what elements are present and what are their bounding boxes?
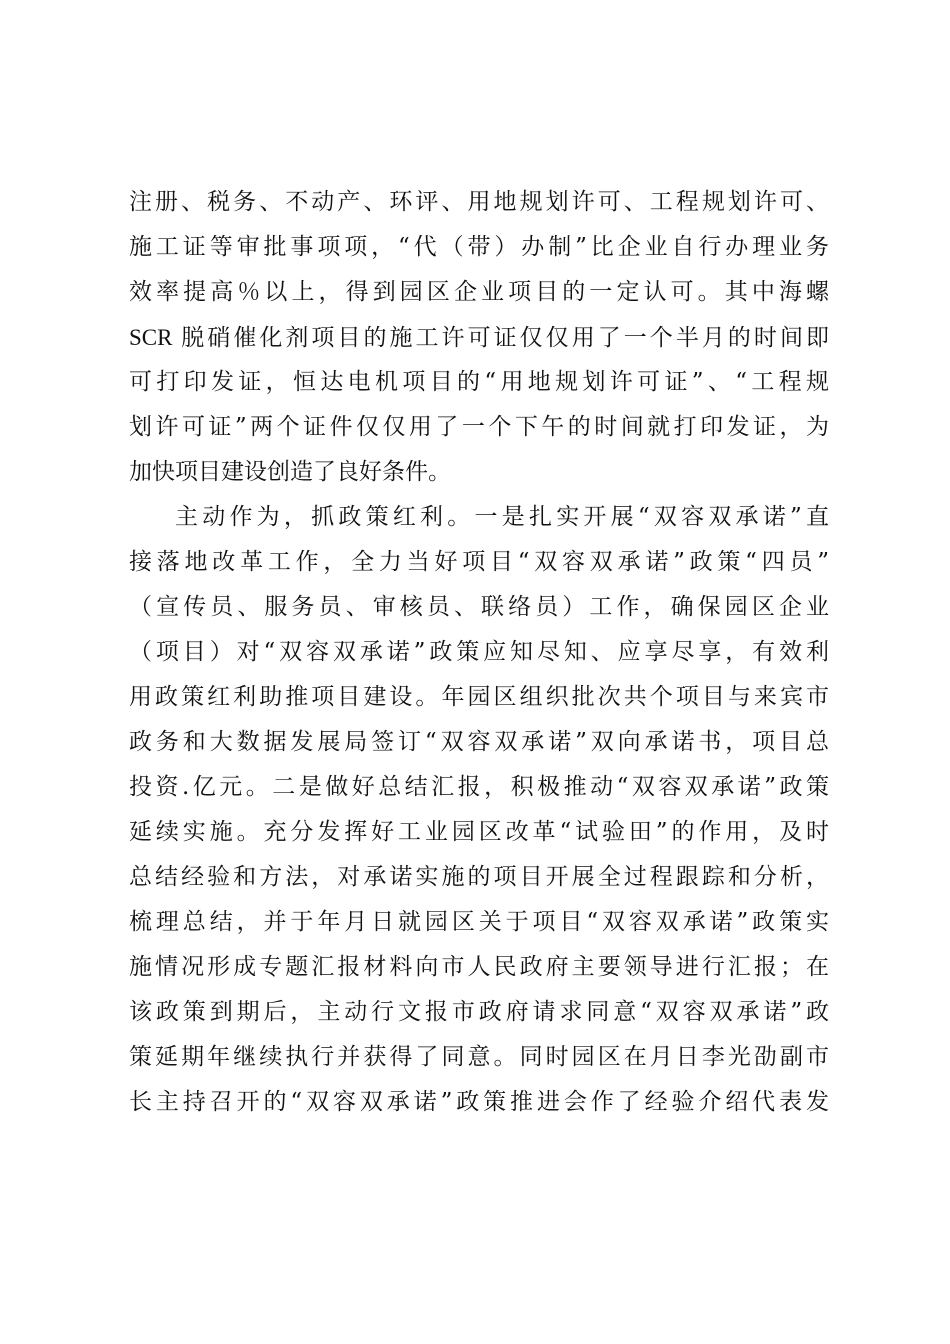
text-line: 政务和大数据发展局签订“双容双承诺”双向承诺书，项目总: [129, 729, 829, 755]
paragraph-approval-services: [129, 180, 829, 495]
text-line: 注册、税务、不动产、环评、用地规划许可、工程规划许可、: [129, 189, 829, 215]
text-line: 用政策红利助推项目建设。年园区组织批次共个项目与来宾市: [129, 684, 829, 710]
text-line: 加快项目建设创造了良好条件。: [129, 459, 451, 485]
text-line: SCR 脱硝催化剂项目的施工许可证仅仅用了一个半月的时间即: [129, 325, 829, 350]
text-line: （项目）对“双容双承诺”政策应知尽知、应享尽享，有效利: [129, 639, 829, 665]
text-line: 施工证等审批事项项，“代（带）办制”比企业自行办理业务: [129, 234, 829, 260]
text-line: 策延期年继续执行并获得了同意。同时园区在月日李光劭副市: [129, 1044, 829, 1070]
text-line: 可打印发证，恒达电机项目的“用地规划许可证”、“工程规: [129, 369, 829, 395]
text-line: 投资.亿元。二是做好总结汇报，积极推动“双容双承诺”政策: [129, 774, 829, 800]
text-line: 梳理总结，并于年月日就园区关于项目“双容双承诺”政策实: [129, 909, 829, 935]
text-line: 总结经验和方法，对承诺实施的项目开展全过程跟踪和分析，: [129, 864, 829, 890]
text-line: 该政策到期后，主动行文报市政府请求同意“双容双承诺”政: [129, 999, 829, 1025]
document-body: [129, 180, 829, 1125]
text-line: 接落地改革工作，全力当好项目“双容双承诺”政策“四员”: [129, 549, 829, 575]
text-line: 主动作为，抓政策红利。一是扎实开展“双容双承诺”直: [175, 504, 829, 530]
text-line: 长主持召开的“双容双承诺”政策推进会作了经验介绍代表发: [129, 1089, 829, 1115]
text-line: 效率提高％以上，得到园区企业项目的一定认可。其中海螺: [129, 279, 829, 305]
text-line: 施情况形成专题汇报材料向市人民政府主要领导进行汇报；在: [129, 954, 829, 980]
paragraph-policy-dividend: [129, 495, 829, 1125]
text-line: 划许可证”两个证件仅仅用了一个下午的时间就打印发证，为: [129, 414, 829, 440]
text-line: （宣传员、服务员、审核员、联络员）工作，确保园区企业: [129, 594, 829, 620]
text-line: 延续实施。充分发挥好工业园区改革“试验田”的作用，及时: [129, 819, 829, 845]
